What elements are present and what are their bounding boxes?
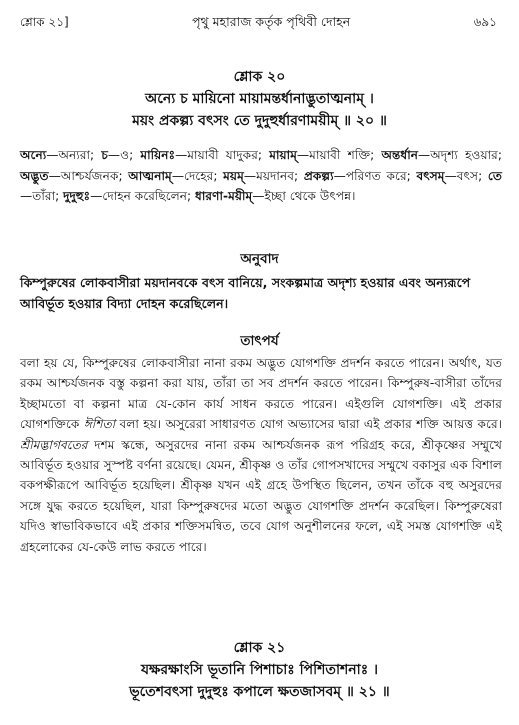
- synonym-pair: মায়িনঃ—মায়াবী যাদুকর;: [140, 148, 270, 162]
- translation-heading: অনুবাদ: [240, 251, 279, 267]
- synonym-term: অন্তর্ধান: [381, 148, 419, 162]
- synonym-pair: প্রকল্প্য—পরিণত করে;: [303, 168, 417, 183]
- synonym-pair: ময়ম্—ময়দানব;: [223, 168, 304, 183]
- synonym-pair: দুদুহুঃ—দোহন করেছিলেন;: [63, 189, 196, 203]
- purport-heading: তাৎপর্য: [240, 333, 279, 349]
- purport-italic-term: ঈশিতা: [83, 417, 116, 432]
- synonym-meaning: পরিণত করে;: [345, 168, 417, 183]
- verse-20-heading: শ্লোক ২০: [233, 69, 286, 85]
- synonym-meaning: ময়দানব;: [256, 168, 304, 183]
- synonym-meaning: দেহের;: [184, 168, 224, 183]
- synonym-term: দুদুহুঃ: [63, 189, 91, 203]
- purport-paragraph: [20, 353, 502, 557]
- purport-text-span: বলা হয় যে, কিম্পুরুষের লোকবাসীরা নানা রকম অদ্ভুত যোগশক্তি প্রদর্শন করতে পারেন। অর্থাৎ, যত রকম আশ্চর্যজনক বস্তু কল্পনা করা যায়, তাঁরা তা সব প্রদর্শন করতে পারেন। কিম্পুরুষ-বাসীরা তাঁদের ইচ্ছামতো বা কল্পনা মাত্র যে-কোন কার্য সাধন করতে পারেন। এইগুলি যোগশক্তি। এই প্রকার যোগশক্তিকে: [20, 356, 502, 432]
- synonym-term: মায়িনঃ: [140, 148, 176, 162]
- synonym-term: অদ্ভুত: [20, 168, 49, 183]
- verse-21-text: [0, 659, 519, 703]
- verse-20-line-1: অন্যে চ মায়িনো মায়ামন্তর্ধানাদ্ভুতাত্মনাম্ ।: [145, 91, 374, 107]
- synonym-term: আত্মনাম্: [128, 168, 172, 183]
- synonym-pair: অদ্ভুত—আশ্চর্যজনক;: [20, 168, 129, 183]
- verse-20-text: [0, 88, 519, 132]
- synonym-term: চ: [101, 148, 108, 162]
- purport-text-span: দশম স্কন্ধে, অসুরদের নানা রকম আশ্চর্যজনক রূপ পরিগ্রহ করে, শ্রীকৃষ্ণের সম্মুখে আবির্ভূত হওয়ার সুস্পষ্ট বর্ণনা রয়েছে। যেমন, শ্রীকৃষ্ণ ও তাঁর গোপসখাদের সম্মুখে বকাসুর এক বিশাল বকপক্ষীরূপে আবির্ভূত হয়েছিল। শ্রীকৃষ্ণ যখন এই গ্রহে উপস্থিত ছিলেন, তখন তাঁকে বহু অসুরদের সঙ্গে যুদ্ধ করতে হয়েছিল, যারা কিম্পুরুষদের মতো অদ্ভুত যোগশক্তি প্রদর্শন করেছিল। কিম্পুরুষেরা যদিও স্বাভাবিকভাবে এই প্রকার শক্তিসমন্বিত, তবে যোগ অনুশীলনের ফলে, এই সমস্ত যোগশক্তি এই গ্রহলোকের যে-কেউ লাভ করতে পারে।: [20, 437, 502, 554]
- translation-text: কিম্পুরুষের লোকবাসীরা ময়দানবকে বৎস বানিয়ে, সংকল্পমাত্র অদৃশ্য হওয়ার এবং অন্যরূপে আবির্ভূত হওয়ার বিদ্যা দোহন করেছিলেন।: [20, 275, 471, 311]
- synonym-meaning: তাঁরা;: [32, 189, 64, 203]
- verse-21-line-2: ভূতেশবৎসা দুদুহুঃ কপালে ক্ষতজাসবম্ ॥ ২১ ॥: [129, 684, 390, 700]
- synonym-meaning: ইচ্ছা থেকে উৎপন্ন।: [264, 189, 356, 203]
- verse-20-line-2: ময়ং প্রকল্প্য বৎসং তে দুদুহুর্ধারণাময়ীম্ ॥ ২০ ॥: [132, 113, 387, 129]
- synonym-pair: মায়াম্—মায়াবী শক্তি;: [269, 148, 382, 162]
- running-header: [20, 14, 497, 34]
- synonym-meaning: মায়াবী যাদুকর;: [187, 148, 270, 162]
- verse-21-heading: শ্লোক ২১: [233, 640, 286, 656]
- synonym-term: তে: [487, 168, 503, 183]
- synonym-term: অন্যে: [20, 148, 47, 162]
- synonym-pair: চ—ও;: [101, 148, 141, 162]
- header-chapter-title: পৃথু মহারাজ কর্তৃক পৃথিবী দোহন: [192, 14, 351, 29]
- synonym-pair: ধারণা-ময়ীম্—ইচ্ছা থেকে উৎপন্ন।: [195, 189, 356, 203]
- synonym-meaning: অন্যরা;: [58, 148, 102, 162]
- purport-italic-title: শ্রীমদ্ভাগবতের: [20, 437, 88, 452]
- synonym-meaning: আশ্চর্যজনক;: [60, 168, 129, 183]
- synonym-pair: তে—তাঁরা;: [20, 168, 503, 203]
- header-verse-ref: শ্লোক ২১]: [20, 15, 69, 29]
- synonym-pair: বৎসম্—বৎস;: [416, 168, 488, 183]
- synonym-meaning: বৎস;: [456, 168, 488, 183]
- synonym-term: প্রকল্প্য: [303, 168, 334, 183]
- synonym-meaning: দোহন করেছিলেন;: [102, 189, 196, 203]
- purport-text: [20, 353, 502, 557]
- synonym-term: ধারণা-ময়ীম্: [195, 189, 253, 203]
- synonym-term: ময়ম্: [223, 168, 244, 183]
- synonym-meaning: অদৃশ্য হওয়ার;: [430, 148, 502, 162]
- verse-21-line-1: যক্ষরক্ষাংসি ভূতানি পিশাচাঃ পিশিতাশনাঃ ।: [140, 662, 379, 678]
- synonym-pair: অন্তর্ধান—অদৃশ্য হওয়ার;: [381, 148, 502, 162]
- purport-text-span: বলা হয়। অসুরেরা সাধারণত যোগ অভ্যাসের দ্বারা এই প্রকার শক্তি আয়ত্ত করে।: [115, 417, 503, 432]
- synonym-meaning: মায়াবী শক্তি;: [309, 148, 382, 162]
- synonyms-block: [20, 145, 502, 207]
- synonym-term: বৎসম্: [416, 168, 445, 183]
- header-page-number: ৬৯১: [473, 15, 497, 29]
- synonym-pair: অন্যে—অন্যরা;: [20, 148, 102, 162]
- synonym-meaning: ও;: [120, 148, 141, 162]
- synonym-term: মায়াম্: [269, 148, 297, 162]
- synonym-pair: আত্মনাম্—দেহের;: [128, 168, 224, 183]
